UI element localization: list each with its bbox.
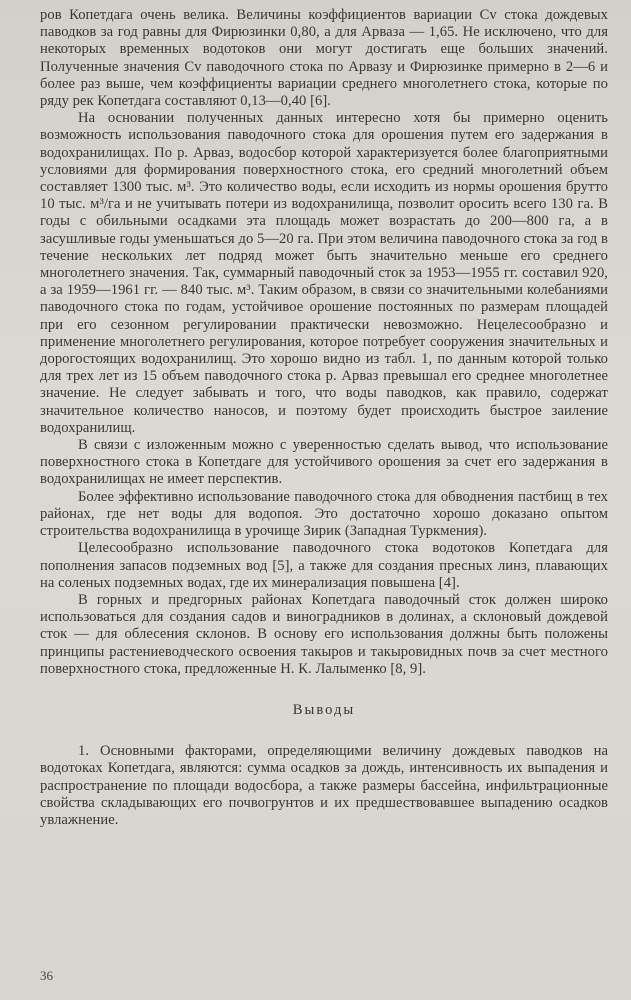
section-heading: Выводы [292, 701, 356, 718]
page-number: 36 [40, 968, 53, 983]
paragraph-6: В горных и предгорных районах Копетдага паводочный сток должен широко использоваться для создания садов и виноградников в долинах, а склоновый дождевой сток — для облесения склонов. В основу его использования должны быть положены принципы растениеводческого освоения такыров и такыровидных почв за счет местного поверхностного стока, предложенные Н. К. Лалыменко [8, 9]. [40, 591, 608, 677]
paragraph-3: В связи с изложенным можно с уверенностью сделать вывод, что использование поверхностного стока в Копетдаге для устойчивого орошения за счет его задержания в водохранилищах не имеет перспектив. [40, 437, 608, 488]
paragraph-4: Более эффективно использование паводочного стока для обводнения пастбищ в тех районах, где нет воды для водопоя. Это достаточно хорошо доказано опытом строительства водохранилища в урочище Зирик (Западная Туркмения). [40, 488, 608, 540]
paragraph-5: Целесообразно использование паводочного стока водотоков Копетдага для пополнения запасов подземных вод [5], а также для создания пресных линз, плавающих на соленых подземных водах, где их минерализация повышена [4]. [40, 540, 608, 591]
paragraph-1: ров Копетдага очень велика. Величины коэффициентов вариации Cv стока дождевых паводков за год равны для Фирюзинки 0,80, а для Арваза — 1,65. Не исключено, что для некоторых временных водотоков они могут достигать еще больших значений. Полученные значения Cv паводочного стока по Арвазу и Фирюзинке примерно в 2—6 и более раз выше, чем коэффициенты вариации среднего многолетнего стока, которые по ряду рек Копетдага составляют 0,13—0,40 [6]. [40, 7, 608, 110]
body-text [40, 7, 608, 829]
paragraph-2: На основании полученных данных интересно хотя бы примерно оценить возможность использования паводочного стока для орошения путем его задержания в водохранилищах. По р. Арваз, водосбор которой характеризуется более благоприятными условиями для формирования поверхностного стока, его средний многолетний объем составляет 1300 тыс. м³. Это количество воды, если исходить из нормы орошения брутто 10 тыс. м³/га и не учитывать потери из водохранилища, позволит оросить всего 130 га. В годы с обильными осадками эта площадь может возрастать до 200—800 га, а в засушливые годы уменьшаться до 5—20 га. При этом величина паводочного стока за год в течение нескольких лет подряд может быть значительно меньше его среднего многолетнего значения. Так, суммарный паводочный сток за 1953—1955 гг. составил 920, а за 1959—1961 гг. — 840 тыс. м³. Таким образом, в связи со значительными колебаниями паводочного стока по годам, устойчивое орошение постоянных по размерам площадей при его сезонном регулировании практически невозможно. Нецелесообразно и применение многолетнего регулирования, которое потребует сооружения значительных и дорогостоящих водохранилищ. Это хорошо видно из табл. 1, по данным которой только для трех лет из 15 объем паводочного стока р. Арваз превышал его среднее многолетнее значение. Не следует забывать и того, что воды паводков, как правило, содержат значительное количество наносов, и поэтому будет происходить быстрое заиление водохранилищ. [40, 110, 608, 436]
conclusion-paragraph-1: 1. Основными факторами, определяющими величину дождевых паводков на водотоках Копетдага, являются: сумма осадков за дождь, интенсивность их выпадения и распространение по площади водосбора, а также размеры бассейна, инфильтрационные свойства складывающих его почвогрунтов и их предшествовавшее выпадению осадков увлажнение. [40, 743, 608, 828]
